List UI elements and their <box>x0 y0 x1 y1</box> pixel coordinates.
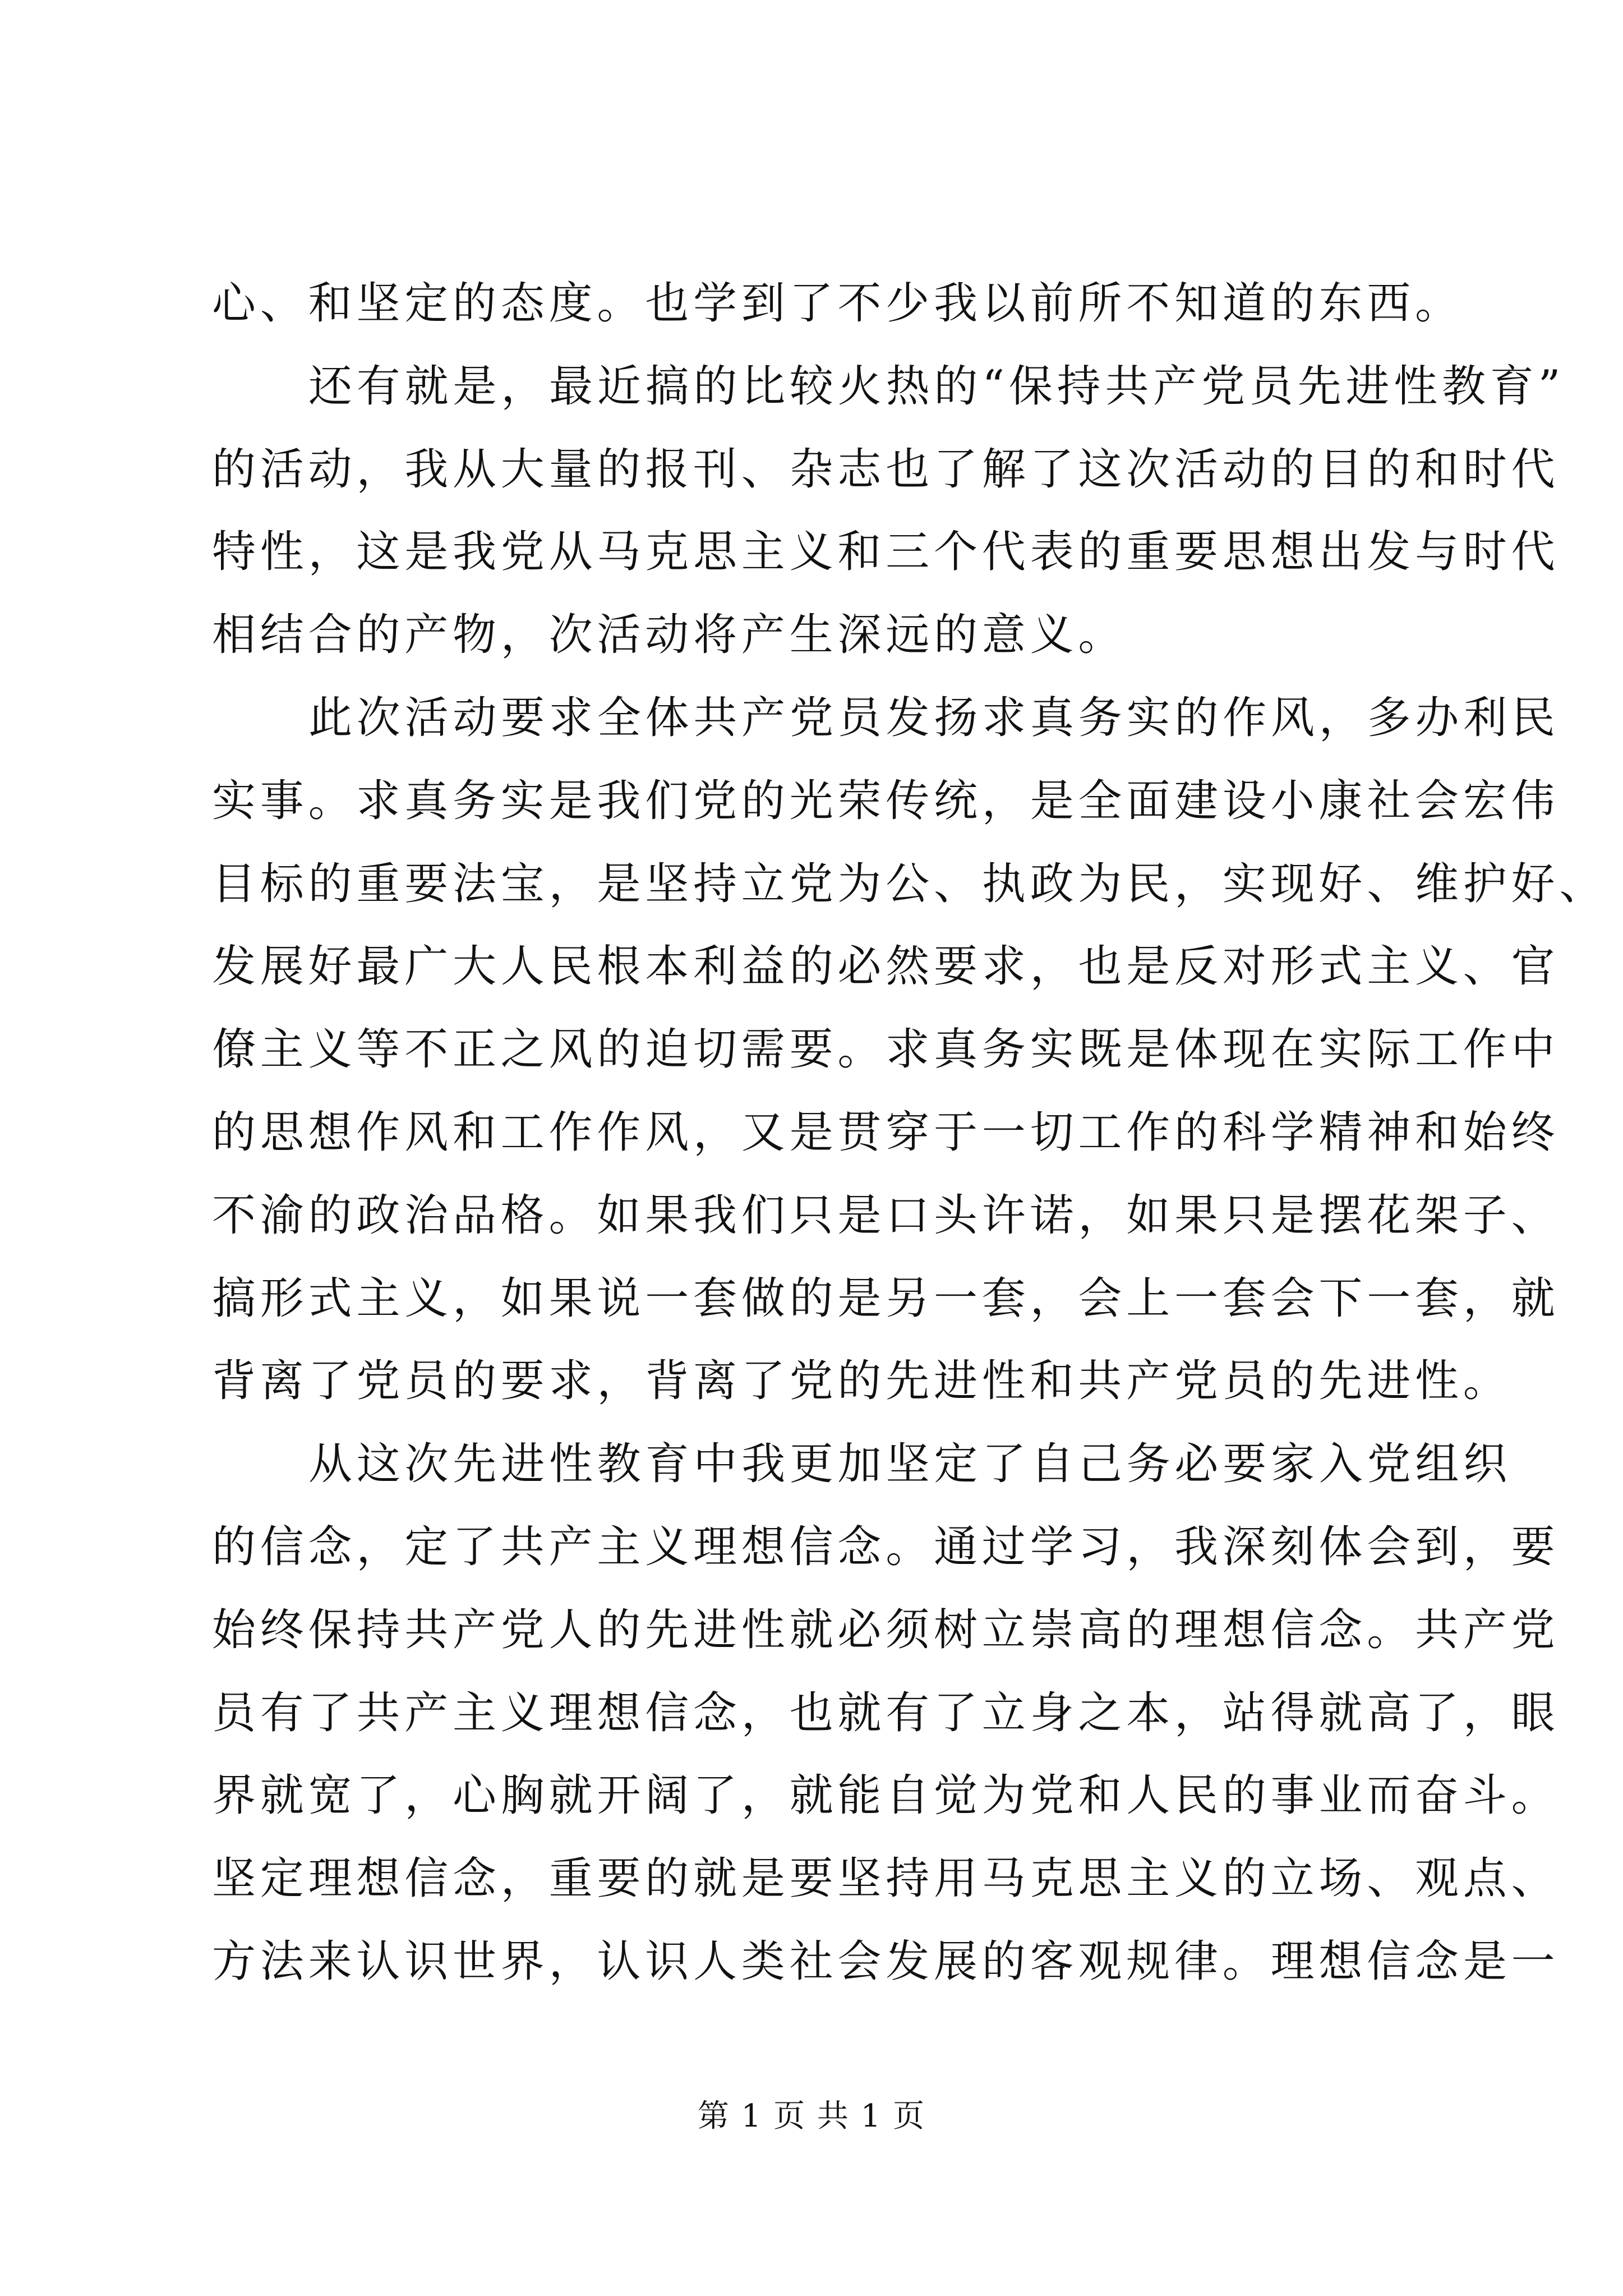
page-footer: 第 1 页 共 1 页 <box>697 2098 926 2134</box>
text-line: 目标的重要法宝，是坚持立党为公、执政为民，实现好、维护好、 <box>212 858 1608 909</box>
text-line: 此次活动要求全体共产党员发扬求真务实的作风，多办利民 <box>308 692 1560 743</box>
text-line: 还有就是，最近搞的比较火热的“保持共产党员先进性教育” <box>308 361 1565 412</box>
text-line: 员有了共产主义理想信念，也就有了立身之本，站得就高了，眼 <box>212 1687 1560 1738</box>
text-line: 发展好最广大人民根本利益的必然要求，也是反对形式主义、官 <box>212 941 1560 992</box>
text-line: 界就宽了，心胸就开阔了，就能自觉为党和人民的事业而奋斗。 <box>212 1770 1560 1821</box>
text-line: 的思想作风和工作作风，又是贯穿于一切工作的科学精神和始终 <box>212 1107 1560 1158</box>
text-line: 坚定理想信念，重要的就是要坚持用马克思主义的立场、观点、 <box>212 1853 1560 1904</box>
text-line: 背离了党员的要求，背离了党的先进性和共产党员的先进性。 <box>212 1356 1511 1407</box>
text-line: 始终保持共产党人的先进性就必须树立崇高的理想信念。共产党 <box>212 1604 1560 1655</box>
text-line: 方法来认识世界，认识人类社会发展的客观规律。理想信念是一 <box>212 1936 1560 1987</box>
document-body <box>212 263 1608 2004</box>
text-line: 相结合的产物，次活动将产生深远的意义。 <box>212 610 1127 661</box>
text-line: 不渝的政治品格。如果我们只是口头许诺，如果只是摆花架子、 <box>212 1190 1560 1241</box>
text-line: 特性，这是我党从马克思主义和三个代表的重要思想出发与时代 <box>212 527 1560 578</box>
text-line: 从这次先进性教育中我更加坚定了自己务必要家入党组织 <box>308 1439 1512 1490</box>
text-line: 的信念，定了共产主义理想信念。通过学习，我深刻体会到，要 <box>212 1521 1560 1572</box>
text-line: 僚主义等不正之风的迫切需要。求真务实既是体现在实际工作中 <box>212 1024 1560 1075</box>
text-line: 实事。求真务实是我们党的光荣传统，是全面建设小康社会宏伟 <box>212 775 1560 826</box>
text-line: 心、和坚定的态度。也学到了不少我以前所不知道的东西。 <box>212 278 1463 329</box>
text-line: 搞形式主义，如果说一套做的是另一套，会上一套会下一套，就 <box>212 1273 1560 1324</box>
text-line: 的活动，我从大量的报刊、杂志也了解了这次活动的目的和时代 <box>212 444 1560 495</box>
